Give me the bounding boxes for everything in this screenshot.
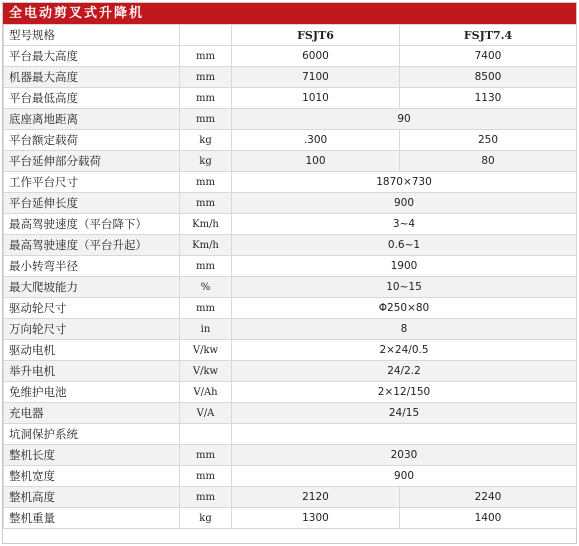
table-row [4,46,577,67]
table-row [4,403,577,424]
table-row [4,256,577,277]
spec-value-cell: 1870×730 [232,172,577,193]
table-row [4,25,577,46]
table-row [4,88,577,109]
spec-unit-cell: mm [180,487,232,508]
spec-value-cell: 1010 [232,88,400,109]
spec-value-cell: 2×12/150 [232,382,577,403]
table-row [4,193,577,214]
spec-unit-cell: mm [180,67,232,88]
spec-name-cell: 举升电机 [4,361,180,382]
table-row [4,424,577,445]
model-name-cell: FSJT7.4 [400,25,577,46]
spec-value-cell: 2×24/0.5 [232,340,577,361]
spec-value-cell: 2240 [400,487,577,508]
spec-value-cell: 2030 [232,445,577,466]
table-row [4,466,577,487]
spec-value-cell: 24/15 [232,403,577,424]
spec-unit-cell: V/kw [180,340,232,361]
spec-value-cell: .300 [232,130,400,151]
spec-value-cell: 900 [232,466,577,487]
spec-name-cell: 坑洞保护系统 [4,424,180,445]
table-row [4,508,577,529]
spec-name-cell: 驱动电机 [4,340,180,361]
spec-unit-cell: mm [180,172,232,193]
spec-value-cell: 8 [232,319,577,340]
table-row [4,340,577,361]
spec-unit-cell: Km/h [180,214,232,235]
spec-name-cell: 最大爬坡能力 [4,277,180,298]
spec-name-cell: 平台最低高度 [4,88,180,109]
spec-name-cell: 平台最大高度 [4,46,180,67]
spec-name-cell: 免维护电池 [4,382,180,403]
spec-unit-cell: mm [180,298,232,319]
table-row [4,298,577,319]
spec-value-cell: 7400 [400,46,577,67]
spec-name-cell: 整机高度 [4,487,180,508]
spec-unit-cell: mm [180,445,232,466]
spec-unit-cell: mm [180,46,232,67]
spec-unit-cell: mm [180,109,232,130]
spec-name-cell: 机器最大高度 [4,67,180,88]
spec-value-cell: 6000 [232,46,400,67]
spec-unit-cell: mm [180,256,232,277]
table-row [4,361,577,382]
spec-name-cell: 最高驾驶速度（平台降下） [4,214,180,235]
spec-value-cell: Φ250×80 [232,298,577,319]
spec-unit-cell: mm [180,88,232,109]
spec-value-cell: 1300 [232,508,400,529]
spec-value-cell: 2120 [232,487,400,508]
spec-unit-cell: V/A [180,403,232,424]
spec-value-cell: 8500 [400,67,577,88]
spec-table-panel [2,2,577,544]
model-name-cell: FSJT6 [232,25,400,46]
spec-unit-cell: mm [180,466,232,487]
spec-name-cell: 平台延伸部分载荷 [4,151,180,172]
spec-unit-cell: mm [180,193,232,214]
spec-value-cell: 1130 [400,88,577,109]
spec-value-cell: 80 [400,151,577,172]
spec-value-cell: 100 [232,151,400,172]
spec-name-cell: 底座离地距离 [4,109,180,130]
table-row [4,445,577,466]
spec-value-cell: 90 [232,109,577,130]
table-row [4,130,577,151]
spec-value-cell: 7100 [232,67,400,88]
spec-value-cell: 24/2.2 [232,361,577,382]
spec-unit-cell: kg [180,130,232,151]
table-row [4,67,577,88]
table-row [4,382,577,403]
table-row [4,277,577,298]
spec-unit-cell: V/kw [180,361,232,382]
table-row [4,172,577,193]
spec-unit-cell: kg [180,151,232,172]
spec-unit-cell: Km/h [180,235,232,256]
spec-value-cell: 250 [400,130,577,151]
spec-value-cell: 0.6~1 [232,235,577,256]
spec-value-cell [232,424,577,445]
spec-unit-cell [180,25,232,46]
spec-name-cell: 平台延伸长度 [4,193,180,214]
spec-name-cell: 万向轮尺寸 [4,319,180,340]
spec-value-cell: 1400 [400,508,577,529]
table-row [4,487,577,508]
spec-name-cell: 型号规格 [4,25,180,46]
spec-name-cell: 充电器 [4,403,180,424]
spec-name-cell: 最小转弯半径 [4,256,180,277]
spec-table [3,24,577,529]
spec-value-cell: 3~4 [232,214,577,235]
spec-name-cell: 整机重量 [4,508,180,529]
spec-name-cell: 驱动轮尺寸 [4,298,180,319]
spec-value-cell: 10~15 [232,277,577,298]
spec-unit-cell: in [180,319,232,340]
spec-unit-cell [180,424,232,445]
spec-name-cell: 平台额定载荷 [4,130,180,151]
table-row [4,151,577,172]
spec-name-cell: 整机宽度 [4,466,180,487]
table-row [4,319,577,340]
spec-unit-cell: V/Ah [180,382,232,403]
spec-value-cell: 1900 [232,256,577,277]
table-title: 全电动剪叉式升降机 [3,3,576,24]
spec-unit-cell: kg [180,508,232,529]
table-row [4,214,577,235]
spec-name-cell: 工作平台尺寸 [4,172,180,193]
spec-value-cell: 900 [232,193,577,214]
table-row [4,109,577,130]
spec-name-cell: 整机长度 [4,445,180,466]
spec-unit-cell: % [180,277,232,298]
spec-name-cell: 最高驾驶速度（平台升起） [4,235,180,256]
table-row [4,235,577,256]
